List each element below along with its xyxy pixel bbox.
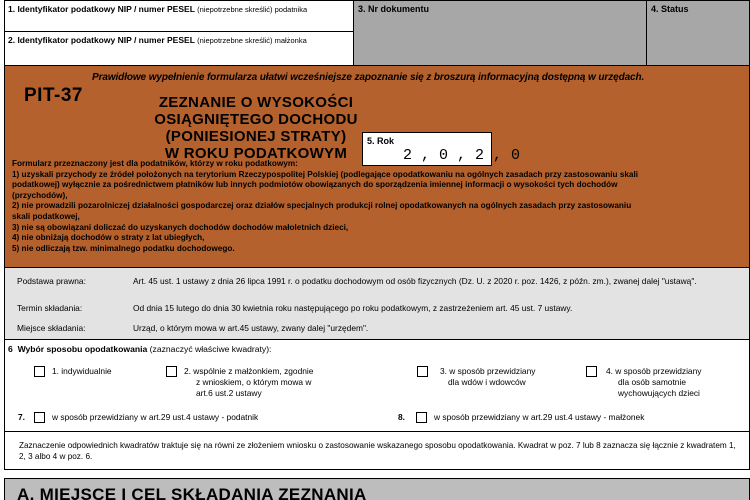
taxation-footnote: Zaznaczenie odpowiednich kwadratów traktuje się na równi ze złożeniem wniosku o zastosowanie wskazanego sposobu opodatkowania. Kwadrat w poz. 7 lub 8 zaznacza się łącznie z kwadratem 1, 2, 3 albo 4 w poz. 6. [19,441,736,461]
legal-basis-label: Podstawa prawna: [17,276,86,286]
form-title [106,94,406,162]
option3-label [440,366,535,388]
description-line: 3) nie są obowiązani doliczać do uzyskanych dochodów dochodów małoletnich dzieci, [12,222,349,232]
tax-year-label: 5. Rok [367,136,395,146]
brochure-info-text: Prawidłowe wypełnienie formularza ułatwi wcześniejsze zapoznanie się z broszurą informacyjną dostępną w urzędach. [92,72,645,83]
option1-label: 1. indywidualnie [52,366,112,376]
field2-label: 2. Identyfikator podatkowy NIP / numer PESEL [8,35,195,45]
field1-label: 1. Identyfikator podatkowy NIP / numer PESEL [8,4,195,14]
section6-number: 6 [8,344,13,354]
option1-checkbox[interactable] [34,366,45,377]
document-number-field [354,0,647,66]
nip-pesel-spouse-field[interactable] [4,32,354,66]
option4-line3: wychowujących dzieci [618,388,700,398]
option7-number: 7. [18,412,25,422]
description-line: (przychodów), [12,190,68,200]
taxation-footnote-box [4,432,750,470]
form-title-line1: ZEZNANIE O WYSOKOŚCI [158,94,354,111]
option2-line2: z wnioskiem, o którym mowa w [196,377,312,387]
form-code: PIT-37 [24,85,83,106]
tax-year-value: 2,0,2,0 [403,147,530,164]
section6-hint: (zaznaczyć właściwe kwadraty): [149,344,272,354]
option8-number: 8. [398,412,405,422]
description-line: skali podatkowej, [12,211,80,221]
section-a-title: A. MIEJSCE I CEL SKŁADANIA ZEZNANIA [17,485,367,500]
description-line: 2) nie prowadzili pozarolniczej działalności gospodarczej oraz działów specjalnych produkcji rolnej opodatkowanych na ogólnych zasadach przy zastosowaniu [12,201,632,211]
description-line: podatkowej) wyłącznie za pośrednictwem płatników lub innych podmiotów obowiązanych do sporządzenia imiennej informacji o wysokości tych dochodów [12,180,618,190]
option4-line1: 4. w sposób przewidziany [606,366,702,376]
field1-note: (niepotrzebne skreślić) podatnika [197,5,308,14]
description-line: 1) uzyskali przychody ze źródeł położonych na terytorium Rzeczypospolitej Polskiej (podlegające opodatkowaniu na ogólnych zasadach przy zastosowaniu skali [12,169,639,179]
option2-checkbox[interactable] [166,366,177,377]
option3-checkbox[interactable] [417,366,428,377]
document-number-label: 3. Nr dokumentu [358,4,430,14]
description-line: 5) nie odliczają tzw. minimalnego podatku dochodowego. [12,243,235,253]
option8-checkbox[interactable] [416,412,427,423]
legal-basis-value: Art. 45 ust. 1 ustawy z dnia 26 lipca 1991 r. o podatku dochodowym od osób fizycznych (Dz. U. z 2020 r. poz. 1426, z późn. zm.), zwanej dalej "ustawą". [133,276,697,286]
option2-line1: 2. wspólnie z małżonkiem, zgodnie [184,366,314,376]
form-description [12,159,748,254]
section6-heading: Wybór sposobu opodatkowania [17,344,148,354]
option8-label: w sposób przewidziany w art.29 ust.4 ustawy - małżonek [434,412,645,422]
option3-line2: dla wdów i wdowców [448,377,526,387]
field2-note: (niepotrzebne skreślić) małżonka [197,36,307,45]
place-value: Urząd, o którym mowa w art.45 ustawy, zwany dalej "urzędem". [133,323,369,333]
form-title-line2: OSIĄGNIĘTEGO DOCHODU (PONIESIONEJ STRATY) [154,111,358,145]
option2-label [184,366,313,399]
option7-label: w sposób przewidziany w art.29 ust.4 ustawy - podatnik [52,412,259,422]
deadline-value: Od dnia 15 lutego do dnia 30 kwietnia roku następującego po roku podatkowym, z zastrzeżeniem art. 45 ust. 7 ustawy. [133,303,573,313]
legal-info-box [4,268,750,340]
nip-pesel-taxpayer-field[interactable] [4,0,354,32]
section-a-header [4,478,750,500]
status-label: 4. Status [651,4,689,14]
option7-checkbox[interactable] [34,412,45,423]
form-title-line3: W ROKU PODATKOWYM [164,145,348,162]
status-field [647,0,750,66]
option3-line1: 3. w sposób przewidziany [440,366,536,376]
option4-line2: dla osób samotnie [618,377,686,387]
option4-label [606,366,701,399]
description-line: Formularz przeznaczony jest dla podatników, którzy w roku podatkowym: [12,159,298,168]
description-line: 4) nie obniżają dochodów o straty z lat ubiegłych, [12,233,205,243]
deadline-label: Termin składania: [17,303,83,313]
section6-title [8,344,271,354]
option4-checkbox[interactable] [586,366,597,377]
option2-line3: art.6 ust.2 ustawy [196,388,262,398]
place-label: Miejsce składania: [17,323,86,333]
